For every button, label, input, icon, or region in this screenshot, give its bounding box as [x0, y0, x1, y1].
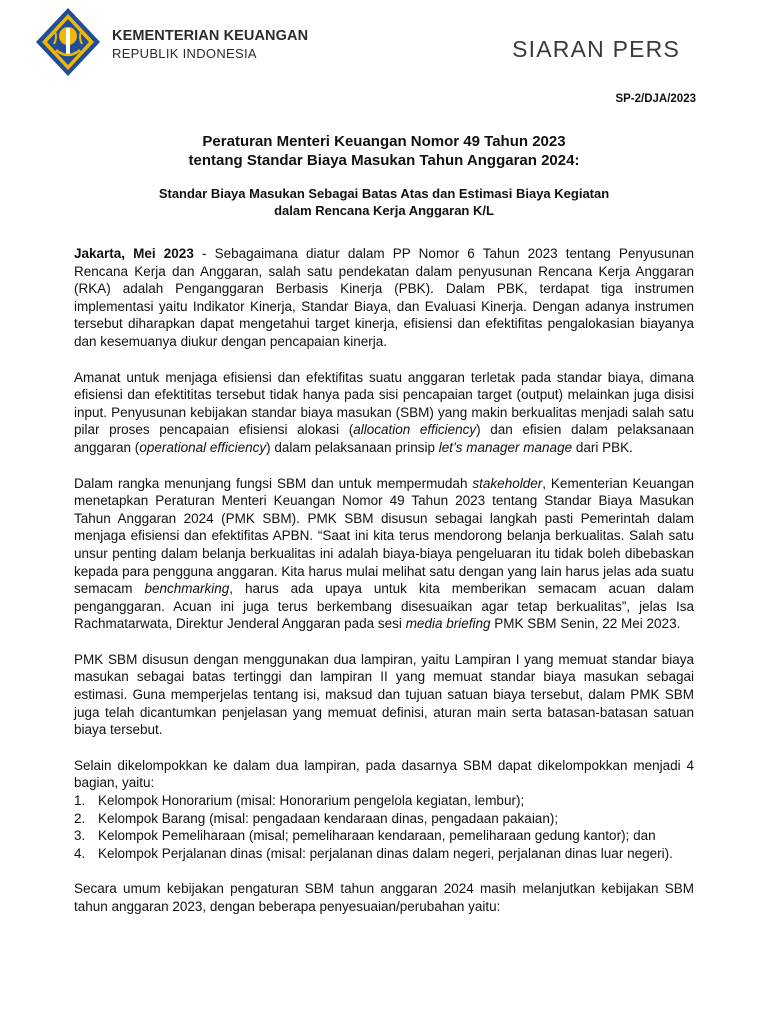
paragraph-6: Secara umum kebijakan pengaturan SBM tahun anggaran 2024 masih melanjutkan kebijakan SBM tahun anggaran 2023, dengan beberapa penyesuaian/perubahan yaitu:	[74, 881, 694, 914]
title-block	[74, 132, 694, 219]
list-item-number: 1.	[74, 793, 86, 809]
term-media-briefing: media briefing	[405, 616, 491, 632]
paragraph-2	[74, 369, 694, 457]
ministry-subtitle: REPUBLIK INDONESIA	[112, 46, 257, 61]
paragraph-3-text-b: , Kementerian Keuangan menetapkan Peraturan Menteri Keuangan Nomor 49 Tahun 2023 tentang Standar Biaya Masukan Tahun Anggaran 2024 (PMK SBM). PMK SBM disusun sebagai langkah pasti Pemerintah dalam menjaga efisiensi dan efektifitas APBN. “Saat ini kita terus mendorong belanja berkualitas. Salah satu unsur penting dalam belanja berkualitas ini adalah biaya-biaya pengeluaran itu tidak boleh dibebaskan kepada para pengguna anggaran. Kita harus mulai melihat satu dengan yang lain harus jelas ada suatu semacam	[74, 475, 695, 597]
paragraph-3-text-c: , harus ada upaya untuk kita memberikan semacam acuan dalam penganggaran. Acuan ini juga terus berkembang disesuaikan agar tetap berkualitas”, jelas Isa Rachmatarwata, Direktur Jenderal Anggaran pada sesi	[74, 581, 694, 632]
dateline: Jakarta, Mei 2023	[74, 246, 194, 261]
document-number: SP-2/DJA/2023	[615, 93, 696, 105]
sbm-group-list	[74, 792, 694, 862]
list-item-number: 3.	[74, 828, 86, 844]
page-header	[0, 0, 768, 92]
paragraph-2-text-a: Amanat untuk menjaga efisiensi dan efektifitas suatu anggaran terletak pada standar biaya, dimana efisiensi dan efektititas tersebut tidak hanya pada sisi pencapaian target (output) melainkan juga disisi input. Penyusunan kebijakan standar biaya masukan (SBM) yang makin berkualitas menjadi salah satu pilar proses pencapaian efisiensi alokasi (	[74, 369, 694, 438]
term-allocation-efficiency: allocation efficiency	[353, 422, 477, 438]
list-item	[74, 792, 694, 810]
paragraph-1	[74, 245, 694, 351]
paragraph-4: PMK SBM disusun dengan menggunakan dua lampiran, yaitu Lampiran I yang memuat standar biaya masukan sebagai batas tertinggi dan lampiran II yang memuat standar biaya masukan sebagai estimasi. Guna memperjelas tentang isi, maksud dan tujuan satuan biaya tersebut, dalam PMK SBM juga telah dicantumkan penjelasan yang memuat definisi, aturan main serta batasan-batasan satuan biaya tersebut.	[74, 651, 694, 738]
term-lets-manager-manage: let’s manager manage	[438, 439, 573, 455]
ministry-block	[112, 27, 308, 62]
list-item-text: Kelompok Barang (misal: pengadaan kendaraan dinas, pengadaan pakaian);	[98, 810, 559, 826]
list-item-text: Kelompok Perjalanan dinas (misal: perjalanan dinas dalam negeri, perjalanan dinas luar negeri).	[98, 845, 673, 861]
subtitle	[74, 186, 694, 219]
paragraph-2-text-d: dari PBK.	[572, 439, 633, 455]
title-line-1: Peraturan Menteri Keuangan Nomor 49 Tahun 2023	[202, 133, 566, 150]
ministry-emblem-icon	[32, 6, 104, 78]
list-item	[74, 845, 694, 863]
paragraph-3	[74, 475, 694, 633]
paragraph-3-text-a: Dalam rangka menunjang fungsi SBM dan untuk mempermudah	[74, 475, 473, 491]
term-stakeholder: stakeholder	[472, 475, 543, 491]
list-item-text: Kelompok Pemeliharaan (misal; pemeliharaan kendaraan, pemeliharaan gedung kantor); dan	[98, 828, 656, 844]
paragraph-1-text: - Sebagaimana diatur dalam PP Nomor 6 Tahun 2023 tentang Penyusunan Rencana Kerja dan Anggaran, salah satu pendekatan dalam penyusunan Rencana Kerja Anggaran (RKA) adalah Penganggaran Berbasis Kinerja (PBK). Dalam PBK, terdapat tiga instrumen implementasi yaitu Indikator Kinerja, Standar Biaya, dan Evaluasi Kinerja. Dengan adanya instrumen tersebut diharapkan dapat mengetahui target kinerja, efisiensi dan efektifitas pengalokasian biayanya dan kesemuanya diukur dengan pencapaian kinerja.	[74, 246, 694, 349]
paragraph-5: Selain dikelompokkan ke dalam dua lampiran, pada dasarnya SBM dapat dikelompokkan menjadi 4 bagian, yaitu:	[74, 757, 694, 791]
paragraph-3-text-d: PMK SBM Senin, 22 Mei 2023.	[490, 616, 681, 632]
list-item	[74, 810, 694, 828]
paragraph-2-text-c: ) dalam pelaksanaan prinsip	[266, 439, 439, 455]
subtitle-line-1: Standar Biaya Masukan Sebagai Batas Atas dan Estimasi Biaya Kegiatan	[158, 186, 610, 201]
title-line-2: tentang Standar Biaya Masukan Tahun Anggaran 2024:	[188, 152, 580, 169]
paragraph-2-text-b: ) dan efisien dalam pelaksanaan anggaran (	[74, 422, 694, 455]
term-operational-efficiency: operational efficiency	[139, 439, 267, 455]
list-item-number: 4.	[74, 845, 86, 861]
term-benchmarking: benchmarking	[144, 581, 230, 597]
ministry-name: KEMENTERIAN KEUANGAN	[112, 28, 309, 44]
press-release-body	[74, 245, 694, 934]
list-item	[74, 827, 694, 845]
list-item-number: 2.	[74, 810, 86, 826]
subtitle-line-2: dalam Rencana Kerja Anggaran K/L	[274, 202, 494, 218]
document-type: SIARAN PERS	[512, 36, 680, 62]
list-item-text: Kelompok Honorarium (misal: Honorarium pengelola kegiatan, lembur);	[98, 793, 525, 809]
